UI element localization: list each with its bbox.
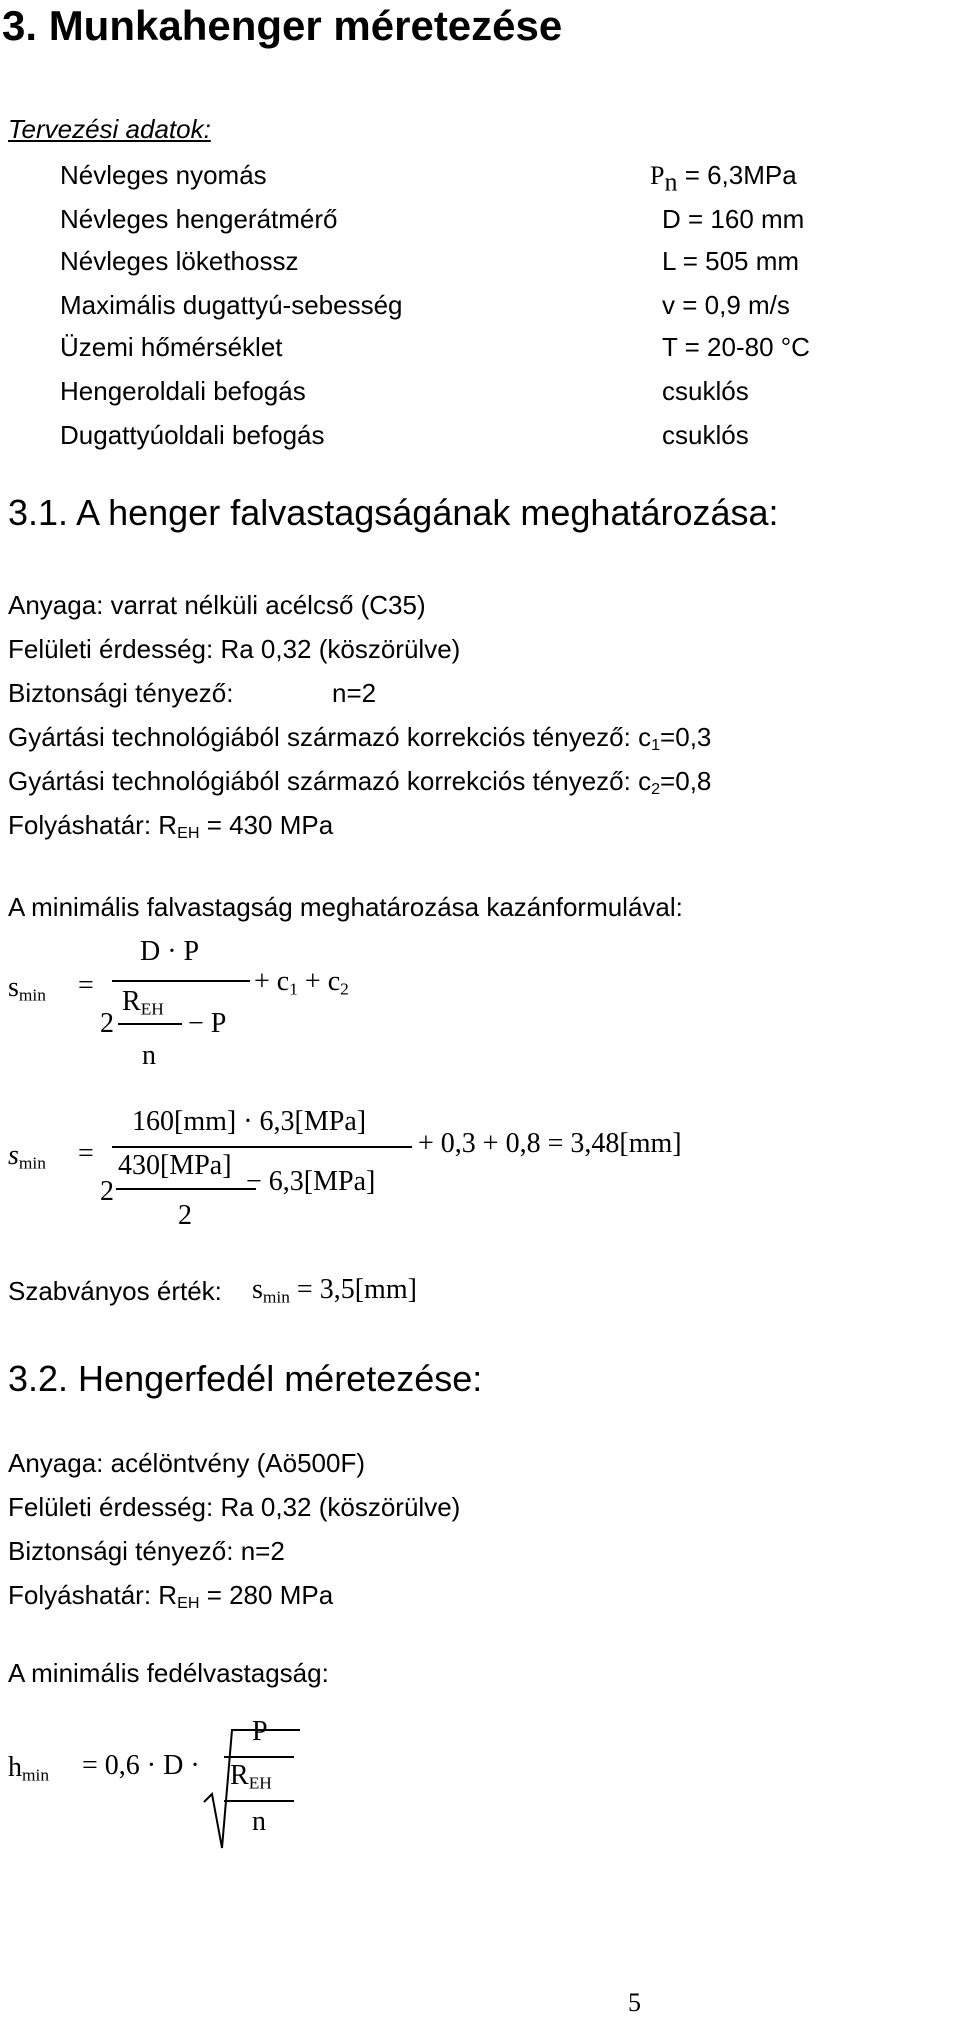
- std-formula: $s_{min} = 3,5[mm]$: [252, 1274, 417, 1307]
- design-value: csuklós: [662, 376, 749, 406]
- std-label: Szabványos érték:: [8, 1276, 222, 1306]
- f3-rhs: = 0,6 · D ·: [82, 1750, 200, 1781]
- f2-lhs: $s_{min}$: [8, 1140, 46, 1173]
- design-label: Névleges nyomás: [60, 160, 267, 190]
- design-value: csuklós: [662, 420, 749, 450]
- design-label: Hengeroldali befogás: [60, 376, 306, 406]
- material-3-2: Anyaga: acélöntvény (Aö500F): [8, 1448, 365, 1478]
- design-value: L = 505 mm: [662, 246, 800, 276]
- f2-den-inner-den: 2: [178, 1200, 192, 1231]
- safety-3-2: Biztonsági tényező: n=2: [8, 1536, 285, 1566]
- design-label: Maximális dugattyú-sebesség: [60, 290, 403, 320]
- design-heading: Tervezési adatok:: [8, 114, 211, 144]
- f2-main-fraction-bar: [112, 1146, 412, 1148]
- section-3-2-heading: 3.2. Hengerfedél méretezése:: [8, 1358, 483, 1399]
- f2-den-minus: − 6,3[MPa]: [246, 1166, 376, 1197]
- design-value: v = 0,9 m/s: [662, 290, 790, 320]
- f2-numerator: 160[mm] · 6,3[MPa]: [132, 1106, 367, 1137]
- f1-tail: + $c_1 + c_2$: [254, 966, 349, 999]
- roughness-3-2: Felületi érdesség: Ra 0,32 (köszörülve): [8, 1492, 461, 1522]
- f2-den-inner-num: 430[MPa]: [118, 1150, 232, 1181]
- formula-intro-3-1: A minimális falvastagság meghatározása kazánformulával:: [8, 892, 683, 922]
- design-label: Dugattyúoldali befogás: [60, 420, 325, 450]
- f3-lhs: $h_{min}$: [8, 1752, 50, 1785]
- design-value: $P_n = 6,3MPa$: [650, 160, 797, 197]
- c2-line: Gyártási technológiából származó korrekciós tényező: $c_2=0,8$: [8, 766, 712, 799]
- f3-main-fraction-bar: [224, 1756, 294, 1758]
- f2-eq: =: [78, 1138, 94, 1169]
- f2-tail: + 0,3 + 0,8 = 3,48[mm]: [418, 1128, 682, 1159]
- f1-den-2: 2: [100, 1008, 114, 1039]
- f3-num: P: [252, 1716, 268, 1747]
- f1-numerator: D · P: [140, 936, 200, 967]
- f3-den-r: $R_{EH}$: [230, 1760, 272, 1793]
- f2-inner-fraction-bar: [116, 1188, 256, 1190]
- design-label: Névleges hengerátmérő: [60, 204, 338, 234]
- yield-line-3-2: Folyáshatár: $R_{EH} = 280$ MPa: [8, 1580, 334, 1613]
- f1-den-r: $R_{EH}$: [122, 986, 164, 1019]
- material-3-1: Anyaga: varrat nélküli acélcső (C35): [8, 590, 426, 620]
- f1-inner-fraction-bar: [118, 1023, 182, 1025]
- roughness-3-1: Felületi érdesség: Ra 0,32 (köszörülve): [8, 634, 461, 664]
- safety-value-3-1: n=2: [332, 678, 377, 708]
- yield-line-3-1: Folyáshatár: $R_{EH} = 430$ MPa: [8, 810, 334, 843]
- f1-den-minus: − P: [188, 1008, 227, 1039]
- f1-eq: =: [78, 970, 94, 1001]
- f3-inner-fraction-bar: [224, 1800, 294, 1802]
- design-label: Üzemi hőmérséklet: [60, 332, 283, 362]
- design-value: D = 160 mm: [662, 204, 805, 234]
- page-number: 5: [628, 1988, 641, 2017]
- f1-den-n: n: [142, 1040, 156, 1071]
- f3-den-n: n: [252, 1806, 266, 1837]
- formula-intro-3-2: A minimális fedélvastagság:: [8, 1658, 329, 1688]
- f1-main-fraction-bar: [112, 980, 250, 982]
- design-value: T = 20-80 °C: [662, 332, 810, 362]
- section-3-1-heading: 3.1. A henger falvastagságának meghatározása:: [8, 492, 779, 533]
- design-label: Névleges lökethossz: [60, 246, 299, 276]
- page-title: 3. Munkahenger méretezése: [2, 2, 563, 49]
- safety-label-3-1: Biztonsági tényező:: [8, 678, 234, 708]
- c1-line: Gyártási technológiából származó korrekciós tényező: $c_1=0,3$: [8, 722, 712, 755]
- f2-den-2: 2: [100, 1176, 114, 1207]
- f1-lhs: $s_{min}$: [8, 972, 46, 1005]
